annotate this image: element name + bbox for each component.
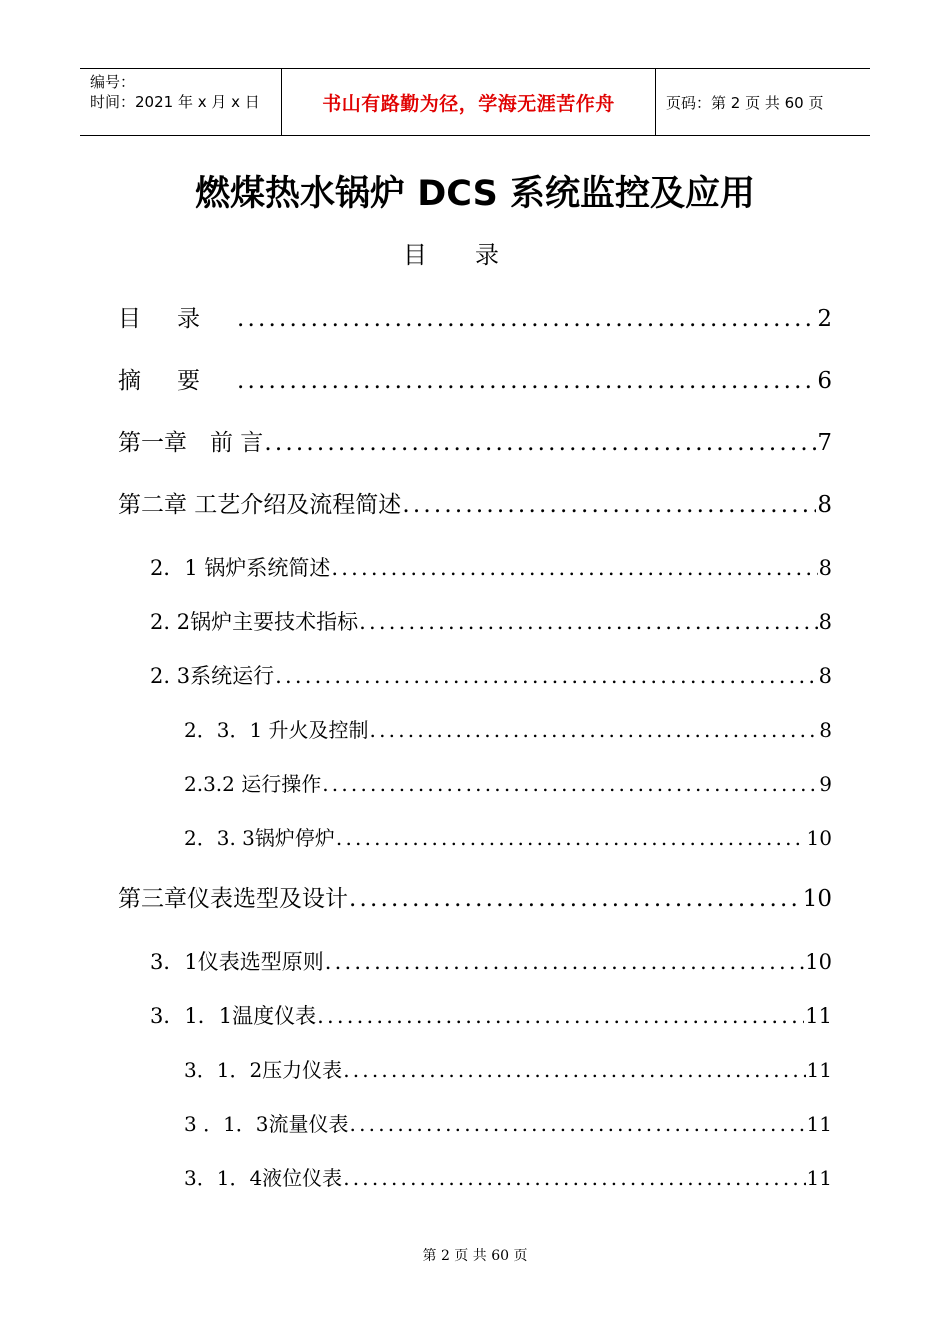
toc-dot-leader [402, 490, 816, 520]
toc-dot-leader [336, 824, 806, 852]
toc-entry-title: 第三章仪表选型及设计 [118, 886, 348, 912]
toc-entry[interactable] [118, 428, 832, 458]
toc-entry-page-number: 8 [819, 718, 832, 742]
toc-entry[interactable] [184, 716, 832, 744]
toc-entry[interactable] [150, 662, 832, 690]
toc-entry-page-number: 8 [818, 610, 832, 634]
header-page-cell [656, 69, 870, 135]
toc-entry-title: 2. 2锅炉主要技术指标 [150, 610, 359, 634]
toc-entry-page-number: 11 [806, 1112, 832, 1136]
toc-dot-leader [343, 1056, 805, 1084]
toc-entry-page-number: 10 [805, 950, 832, 974]
toc-entry[interactable] [118, 366, 832, 396]
toc-entry-page-number: 10 [802, 886, 832, 912]
toc-dot-leader [370, 716, 819, 744]
toc-dot-leader [331, 554, 817, 582]
header-meta-cell [80, 69, 282, 135]
toc-entry-page-number: 6 [817, 368, 832, 394]
toc-dot-leader [349, 884, 802, 914]
toc-entry[interactable] [184, 770, 832, 798]
toc-entry-title: 第二章 工艺介绍及流程简述 [118, 492, 402, 518]
toc-entry-title: 3．1．2压力仪表 [184, 1058, 343, 1082]
toc-entry-page-number: 11 [806, 1058, 832, 1082]
toc-entry-title: 3．1仪表选型原则 [150, 950, 324, 974]
page-footer: 第 2 页 共 60 页 [422, 1248, 528, 1264]
toc-entry-title: 2.3.2 运行操作 [184, 772, 322, 796]
toc-entry[interactable] [184, 1056, 832, 1084]
toc-entry-page-number: 10 [806, 826, 832, 850]
toc-entry[interactable] [150, 948, 832, 976]
toc-entry-title: 目录 [118, 306, 236, 332]
header-page-info: 页码：第 2 页 共 60 页 [666, 93, 824, 112]
toc-entry[interactable] [184, 824, 832, 852]
toc-entry-title: 2．3. 3锅炉停炉 [184, 826, 335, 850]
document-date-label: 时间：2021 年 x 月 x 日 [90, 93, 260, 111]
toc-dot-leader [343, 1164, 805, 1192]
document-number-label: 编号： [90, 73, 136, 91]
toc-entry-title: 3．1．4液位仪表 [184, 1166, 343, 1190]
toc-dot-leader [317, 1002, 804, 1030]
toc-entry-title: 3 ．1．3流量仪表 [184, 1112, 349, 1136]
document-title: 燃煤热水锅炉 DCS 系统监控及应用 [195, 174, 755, 214]
toc-entry[interactable] [184, 1110, 832, 1138]
toc-dot-leader [264, 428, 816, 458]
toc-entry-title: 摘要 [118, 368, 236, 394]
toc-entry-title: 2．1 锅炉系统简述 [150, 556, 331, 580]
toc-entry-page-number: 8 [817, 492, 832, 518]
toc-entry-page-number: 11 [805, 1004, 832, 1028]
header-table [80, 68, 870, 136]
toc-entry[interactable] [118, 490, 832, 520]
toc-entry[interactable] [118, 884, 832, 914]
toc-entry-page-number: 8 [818, 664, 832, 688]
toc-entry-title: 2. 3系统运行 [150, 664, 275, 688]
toc-dot-leader [322, 770, 818, 798]
motto-text: 书山有路勤为径，学海无涯苦作舟 [322, 92, 615, 115]
toc-dot-leader [237, 366, 816, 396]
toc-dot-leader [275, 662, 818, 690]
toc-entry-title: 第一章 前 言 [118, 430, 264, 456]
toc-entry-page-number: 8 [818, 556, 832, 580]
toc-heading: 目录 [403, 241, 547, 269]
toc-entry[interactable] [118, 304, 832, 334]
toc-dot-leader [359, 608, 818, 636]
toc-entry-page-number: 7 [817, 430, 832, 456]
header-motto-cell [282, 69, 656, 135]
toc-entry[interactable] [150, 608, 832, 636]
toc-entry-page-number: 2 [817, 306, 832, 332]
toc-entry-page-number: 9 [819, 772, 832, 796]
toc-entry[interactable] [184, 1164, 832, 1192]
toc-entry[interactable] [150, 554, 832, 582]
toc-entry-title: 2．3．1 升火及控制 [184, 718, 369, 742]
toc-entry-page-number: 11 [806, 1166, 832, 1190]
toc-entry-title: 3．1．1温度仪表 [150, 1004, 317, 1028]
toc-dot-leader [325, 948, 805, 976]
toc-dot-leader [350, 1110, 806, 1138]
toc-dot-leader [237, 304, 816, 334]
toc-entry[interactable] [150, 1002, 832, 1030]
